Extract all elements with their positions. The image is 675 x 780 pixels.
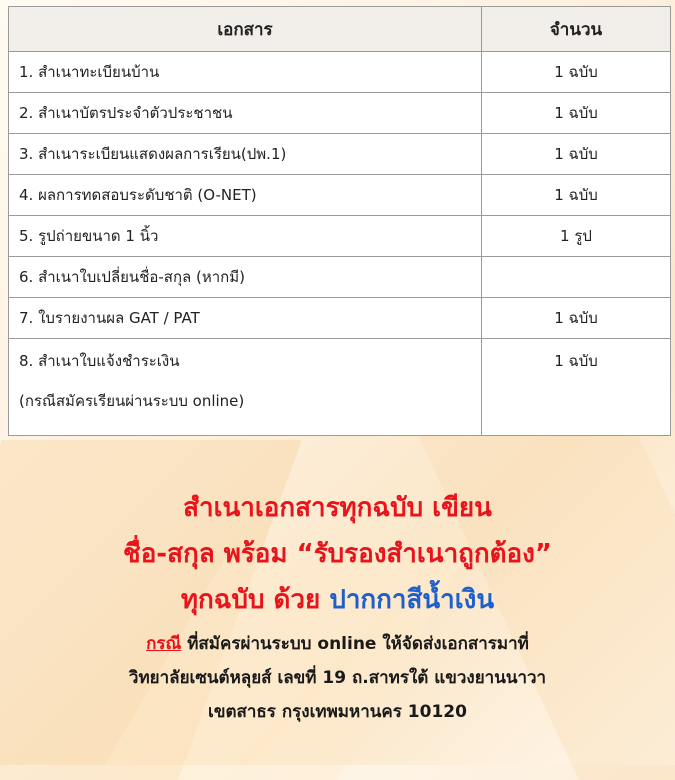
table-row xyxy=(9,257,671,298)
notice-section xyxy=(0,485,675,729)
header-document: เอกสาร xyxy=(9,7,482,52)
document-name: 5. รูปถ่ายขนาด 1 นิ้ว xyxy=(9,216,482,257)
table-row xyxy=(9,339,671,436)
document-quantity: 1 ฉบับ xyxy=(482,175,671,216)
notice-line-1: สำเนาเอกสารทุกฉบับ เขียน xyxy=(183,493,492,523)
document-quantity: 1 ฉบับ xyxy=(482,134,671,175)
table-row xyxy=(9,93,671,134)
document-name xyxy=(9,339,482,436)
header-quantity: จำนวน xyxy=(482,7,671,52)
document-name-line1: 8. สำเนาใบแจ้งชำระเงิน xyxy=(19,352,180,370)
documents-table xyxy=(8,6,671,436)
document-name: 7. ใบรายงานผล GAT / PAT xyxy=(9,298,482,339)
table-header-row xyxy=(9,7,671,52)
table-row xyxy=(9,175,671,216)
document-name: 4. ผลการทดสอบระดับชาติ (O-NET) xyxy=(9,175,482,216)
document-quantity: 1 ฉบับ xyxy=(482,339,671,436)
document-quantity: 1 รูป xyxy=(482,216,671,257)
table-row xyxy=(9,134,671,175)
document-quantity: 1 ฉบับ xyxy=(482,93,671,134)
address-line-2: เขตสาธร กรุงเทพมหานคร 10120 xyxy=(208,702,467,722)
document-quantity xyxy=(482,257,671,298)
document-name: 1. สำเนาทะเบียนบ้าน xyxy=(9,52,482,93)
document-name: 6. สำเนาใบเปลี่ยนชื่อ-สกุล (หากมี) xyxy=(9,257,482,298)
document-name: 2. สำเนาบัตรประจำตัวประชาชน xyxy=(9,93,482,134)
notice-line-3-text: ทุกฉบับ ด้วย xyxy=(180,585,330,615)
document-quantity: 1 ฉบับ xyxy=(482,52,671,93)
blue-pen-text: ปากกาสีน้ำเงิน xyxy=(329,585,495,615)
notice-line-2: ชื่อ-สกุล พร้อม “รับรองสำเนาถูกต้อง” xyxy=(123,539,552,569)
document-quantity: 1 ฉบับ xyxy=(482,298,671,339)
online-case-line xyxy=(0,627,675,661)
document-name: 3. สำเนาระเบียนแสดงผลการเรียน(ปพ.1) xyxy=(9,134,482,175)
table-row xyxy=(9,298,671,339)
case-label: กรณี xyxy=(146,634,182,654)
notice-line-3 xyxy=(0,577,675,623)
document-name-line2: (กรณีสมัครเรียนผ่านระบบ online) xyxy=(19,392,245,410)
case-text: ที่สมัครผ่านระบบ online ให้จัดส่งเอกสารมาที่ xyxy=(181,634,529,654)
address-line-1: วิทยาลัยเซนต์หลุยส์ เลขที่ 19 ถ.สาทรใต้ แขวงยานนาวา xyxy=(128,668,547,688)
table-row xyxy=(9,216,671,257)
table-row xyxy=(9,52,671,93)
